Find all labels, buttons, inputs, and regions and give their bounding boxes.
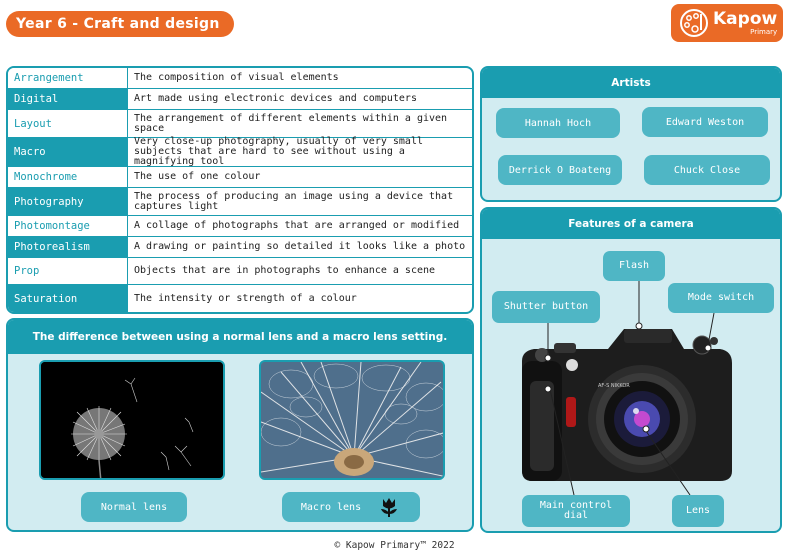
- definition: A drawing or painting so detailed it looks like a photo: [134, 241, 466, 252]
- definition: The intensity or strength of a colour: [134, 292, 357, 304]
- lens-panel-title: The difference between using a normal lens and a macro lens setting.: [8, 320, 472, 354]
- definition: Art made using electronic devices and computers: [134, 93, 417, 104]
- macro-lens-label: [282, 492, 420, 522]
- artist-item: [644, 155, 770, 185]
- lens-label: [672, 495, 724, 527]
- flash-text: Flash: [618, 260, 650, 271]
- artist-item: [496, 108, 620, 138]
- page-title: Year 6 - Craft and design: [6, 11, 234, 37]
- logo-sub: Primary: [750, 27, 778, 36]
- term: Saturation: [8, 285, 128, 312]
- normal-lens-photo: [39, 360, 225, 480]
- lens-text: Lens: [685, 505, 711, 516]
- definition: The composition of visual elements: [134, 72, 339, 83]
- camera-features-panel: [480, 207, 782, 533]
- artist-name: Edward Weston: [665, 116, 745, 128]
- term: Photography: [8, 188, 128, 215]
- mode-switch-label: [668, 283, 774, 313]
- artist-item: [642, 107, 768, 137]
- camera-title: Features of a camera: [482, 209, 780, 239]
- term: Photorealism: [8, 237, 128, 257]
- definition: Objects that are in photographs to enhance a scene: [134, 265, 436, 276]
- svg-text:AF-S NIKKOR: AF-S NIKKOR: [598, 383, 630, 389]
- definition: The arrangement of different elements within a given space: [134, 112, 448, 134]
- table-row: [8, 138, 472, 167]
- table-row: [8, 68, 472, 89]
- palette-icon: [679, 8, 709, 38]
- vocabulary-table: [6, 66, 474, 314]
- normal-lens-text: Normal lens: [100, 501, 168, 513]
- dandelion-image: [41, 362, 225, 480]
- artist-name: Hannah Hoch: [524, 117, 592, 129]
- flash-label: [603, 251, 665, 281]
- macro-lens-text: Macro lens: [300, 501, 362, 513]
- main-control-dial-label: [522, 495, 630, 527]
- mode-text: Mode switch: [687, 292, 755, 303]
- definition: A collage of photographs that are arranged or modified: [134, 220, 460, 231]
- shutter-text: Shutter button: [503, 301, 589, 312]
- macro-lens-photo: [259, 360, 445, 480]
- definition: Very close-up photography, usually of very small subjects that are hard to see without using a magnifying tool: [134, 136, 423, 167]
- term: Macro: [8, 138, 128, 166]
- definition: The process of producing an image using a device that captures light: [134, 190, 454, 212]
- dial-text: Main control dial: [539, 500, 613, 521]
- table-row: [8, 167, 472, 188]
- term: Monochrome: [8, 167, 128, 187]
- term: Arrangement: [8, 68, 128, 88]
- normal-lens-label: [81, 492, 187, 522]
- logo-brand: Kapow: [713, 8, 778, 29]
- table-row: [8, 89, 472, 110]
- table-row: [8, 110, 472, 138]
- shutter-button-label: [492, 291, 600, 323]
- artists-title: Artists: [482, 68, 780, 98]
- table-row: [8, 237, 472, 258]
- kapow-logo: [671, 4, 783, 42]
- table-row: [8, 285, 472, 312]
- term: Layout: [8, 110, 128, 137]
- artist-name: Chuck Close: [673, 164, 741, 176]
- table-row: [8, 216, 472, 237]
- artist-item: [498, 155, 622, 185]
- lens-comparison-panel: [6, 318, 474, 532]
- macro-flower-icon: [377, 496, 401, 518]
- term: Prop: [8, 258, 128, 284]
- copyright-footer: © Kapow Primary™ 2022: [334, 540, 455, 551]
- artist-name: Derrick O Boateng: [508, 164, 612, 176]
- term: Digital: [8, 89, 128, 109]
- term: Photomontage: [8, 216, 128, 236]
- definition: The use of one colour: [134, 171, 261, 182]
- table-row: [8, 188, 472, 216]
- macro-dandelion-image: [261, 362, 445, 480]
- table-row: [8, 258, 472, 285]
- artists-panel: [480, 66, 782, 202]
